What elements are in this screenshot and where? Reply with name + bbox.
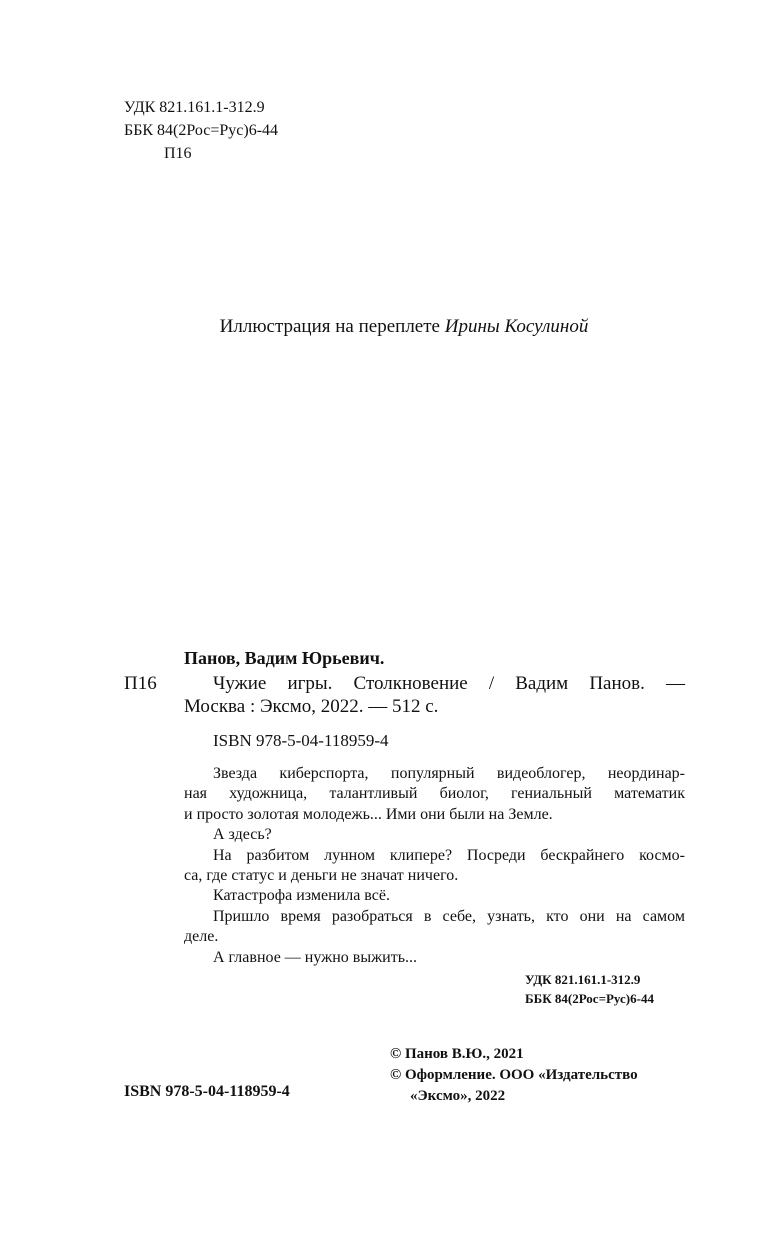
- isbn-bottom: ISBN 978-5-04-118959-4: [124, 1083, 290, 1100]
- annotation-line: Пришло время разобраться в себе, узнать, кто они на самом: [213, 907, 685, 925]
- bib-imprint-line: Москва : Эксмо, 2022. — 512 с.: [184, 696, 439, 717]
- annotation-line: Катастрофа изменила всё.: [213, 887, 390, 905]
- bib-author-sign: П16: [124, 673, 157, 694]
- classification-codes-bottom: [525, 970, 654, 1008]
- copyright-author: © Панов В.Ю., 2021: [390, 1046, 524, 1062]
- copyright-block: [390, 1044, 638, 1107]
- copyright-design: © Оформление. ООО «Издательство: [390, 1067, 638, 1083]
- author-heading: Панов, Вадим Юрьевич.: [184, 648, 385, 668]
- bbk-code: ББК 84(2Рос=Рус)6-44: [124, 122, 279, 139]
- annotation-line: ная художница, талантливый биолог, гениальный математик: [184, 785, 685, 803]
- annotation-line: А здесь?: [213, 826, 272, 844]
- udk-code: УДК 821.161.1-312.9: [124, 99, 265, 116]
- annotation-line: деле.: [184, 928, 219, 946]
- illustration-credit: [0, 316, 768, 338]
- bib-isbn: ISBN 978-5-04-118959-4: [213, 731, 389, 750]
- annotation: [184, 764, 685, 968]
- annotation-line: А главное — нужно выжить...: [213, 948, 417, 966]
- bib-title-line: Чужие игры. Столкновение / Вадим Панов. —: [213, 673, 685, 694]
- bbk-code-bottom: ББК 84(2Рос=Рус)6-44: [525, 991, 654, 1006]
- copyright-publisher: «Эксмо», 2022: [410, 1088, 506, 1104]
- author-sign: П16: [164, 145, 192, 162]
- illustration-prefix: Иллюстрация на переплете: [219, 316, 445, 337]
- annotation-line: и просто золотая молодежь... Ими они были на Земле.: [184, 805, 553, 823]
- classification-codes-top: [124, 96, 278, 165]
- annotation-line: са, где статус и деньги не значат ничего.: [184, 867, 459, 885]
- udk-code-bottom: УДК 821.161.1-312.9: [525, 972, 641, 987]
- annotation-line: Звезда киберспорта, популярный видеоблогер, неординар-: [213, 765, 685, 782]
- illustration-artist: Ирины Косулиной: [444, 316, 589, 337]
- annotation-line: На разбитом лунном клипере? Посреди бескрайнего космо-: [213, 846, 685, 864]
